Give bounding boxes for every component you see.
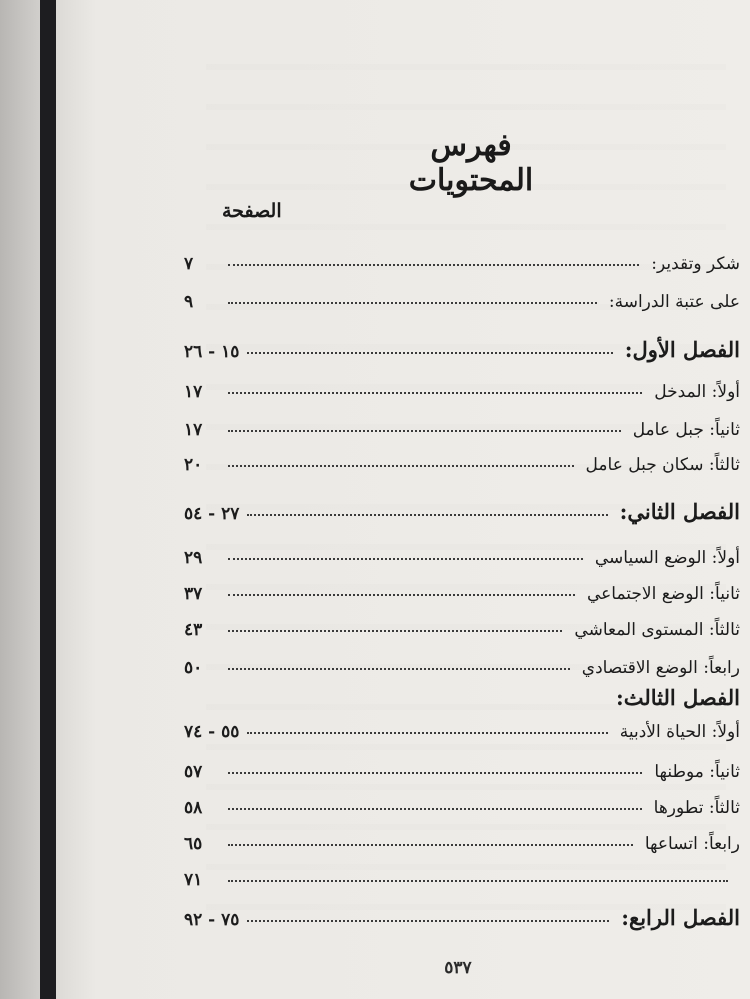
- toc-entry: [184, 282, 740, 312]
- toc-entry: [184, 410, 740, 440]
- toc-entry-label: شكر وتقدير:: [651, 254, 740, 274]
- toc-entry-label: ثالثاً: تطورها: [653, 798, 740, 818]
- dot-leader: [247, 514, 607, 516]
- toc-entry: [184, 712, 740, 742]
- toc-entry-page: ٤٣: [184, 620, 203, 640]
- page-number: ٥٣٧: [444, 958, 472, 978]
- toc-entry: [184, 574, 740, 604]
- toc-entry: [184, 752, 740, 782]
- dot-leader: [228, 302, 597, 304]
- toc-entry-label: أولاً: الحياة الأدبية: [619, 722, 740, 742]
- dot-leader: [228, 392, 642, 394]
- toc-entry-label: ثانياً: موطنها: [654, 762, 740, 782]
- toc-entry-page: ١٧: [184, 382, 203, 402]
- toc-chapter-pages: ١٥ - ٢٦: [184, 342, 240, 362]
- toc-entry: [184, 824, 740, 854]
- toc-entry-label: ثانياً: الوضع الاجتماعي: [586, 584, 740, 604]
- toc-chapter-label: الفصل الرابع:: [621, 905, 740, 930]
- toc-chapter-label: الفصل الثالث:: [615, 685, 740, 710]
- dot-leader: [228, 772, 642, 774]
- toc-entry-page: ٥٥ - ٧٤: [184, 722, 240, 742]
- toc-entry-label: ثالثاً: المستوى المعاشي: [574, 620, 740, 640]
- toc-entry-page: ٧: [184, 254, 194, 274]
- book-spine: [40, 0, 56, 999]
- toc-entry: [184, 860, 740, 890]
- toc-entry-label: أولاً: الوضع السياسي: [594, 548, 740, 568]
- toc-entry: [184, 445, 740, 475]
- toc-entry: [184, 538, 740, 568]
- toc-entry-page: ٥٧: [184, 762, 203, 782]
- dot-leader: [228, 880, 728, 882]
- dot-leader: [228, 844, 633, 846]
- toc-entry-page: ١٧: [184, 420, 203, 440]
- toc-chapter-pages: ٢٧ - ٥٤: [184, 504, 240, 524]
- dot-leader: [228, 808, 642, 810]
- toc-entry-page: ٢٠: [184, 455, 203, 475]
- dot-leader: [228, 264, 639, 266]
- toc-entry: [184, 648, 740, 678]
- dot-leader: [228, 558, 583, 560]
- toc-entry-label: على عتبة الدراسة:: [608, 292, 740, 312]
- toc-entry-page: ٥٨: [184, 798, 203, 818]
- toc-chapter: [184, 494, 740, 524]
- toc-entry-page: ٥٠: [184, 658, 203, 678]
- toc-entry-page: ٣٧: [184, 584, 203, 604]
- toc-chapter-label: الفصل الثاني:: [619, 499, 740, 524]
- toc-entry: [184, 244, 740, 274]
- dot-leader: [247, 920, 609, 922]
- dot-leader: [247, 352, 612, 354]
- toc-entry-label: رابعاً: اتساعها: [644, 834, 740, 854]
- toc-entry-page: ٩: [184, 292, 194, 312]
- toc-entry-label: ثالثاً: سكان جبل عامل: [585, 455, 740, 475]
- page-title: فهرس المحتويات: [408, 128, 534, 198]
- toc-chapter-label: الفصل الأول:: [624, 337, 740, 362]
- toc-chapter: [184, 680, 740, 710]
- toc-entry-page: ٦٥: [184, 834, 203, 854]
- toc-entry-label: ثانياً: جبل عامل: [632, 420, 740, 440]
- dot-leader: [228, 594, 575, 596]
- toc-entry: [184, 610, 740, 640]
- dot-leader: [228, 465, 574, 467]
- toc-chapter-pages: ٧٥ - ٩٢: [184, 910, 240, 930]
- toc-entry-label: أولاً: المدخل: [654, 382, 740, 402]
- book-page: [56, 0, 750, 999]
- toc-entry-label: رابعاً: الوضع الاقتصادي: [581, 658, 740, 678]
- page-column-header: الصفحة: [222, 200, 282, 222]
- toc-entry: [184, 372, 740, 402]
- toc-chapter: [184, 900, 740, 930]
- toc-entry-page: ٧١: [184, 870, 203, 890]
- toc-entry-page: ٢٩: [184, 548, 203, 568]
- dot-leader: [228, 430, 621, 432]
- toc-entry: [184, 788, 740, 818]
- dot-leader: [247, 732, 607, 734]
- dot-leader: [228, 630, 562, 632]
- toc-chapter: [184, 332, 740, 362]
- dot-leader: [228, 668, 570, 670]
